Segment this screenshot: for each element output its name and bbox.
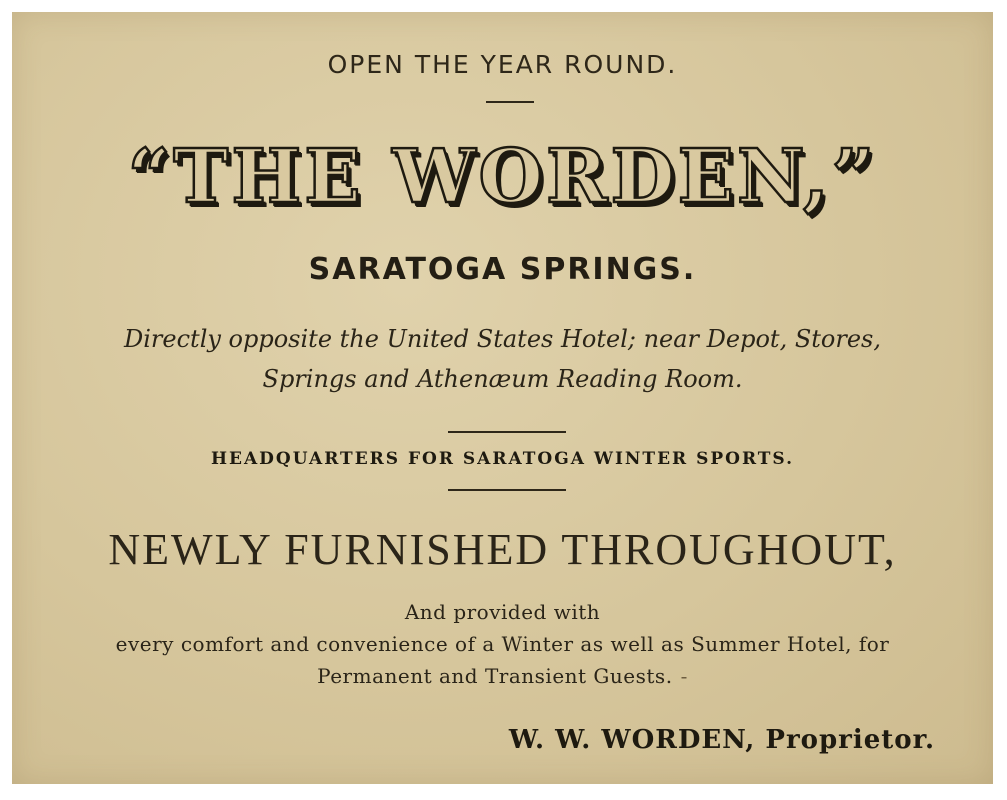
proprietor-signature-line: W. W. WORDEN, Proprietor.: [508, 725, 935, 755]
advertisement-page: [12, 12, 993, 784]
newly-furnished-line: NEWLY FURNISHED THROUGHOUT,: [108, 525, 897, 574]
location-line: SARATOGA SPRINGS.: [308, 252, 697, 287]
directions-line-2: Springs and Athenæum Reading Room.: [262, 365, 743, 393]
headquarters-line: HEADQUARTERS FOR SARATOGA WINTER SPORTS.: [210, 449, 795, 469]
provided-line-1: And provided with: [404, 600, 601, 624]
trailing-mark: -: [680, 664, 688, 688]
open-year-round-line: OPEN THE YEAR ROUND.: [327, 50, 678, 79]
hotel-title: “THE WORDEN,”: [127, 134, 878, 220]
directions-line-1: Directly opposite the United States Hotel; near Depot, Stores,: [124, 325, 881, 353]
provided-line-3-text: Permanent and Transient Guests.: [317, 664, 673, 688]
divider-rule-lower: [448, 489, 566, 491]
divider-rule-top: [486, 101, 534, 103]
provided-line-3: [12, 664, 993, 688]
divider-rule-upper: [448, 431, 566, 433]
provided-line-2: every comfort and convenience of a Winter as well as Summer Hotel, for: [115, 632, 890, 656]
